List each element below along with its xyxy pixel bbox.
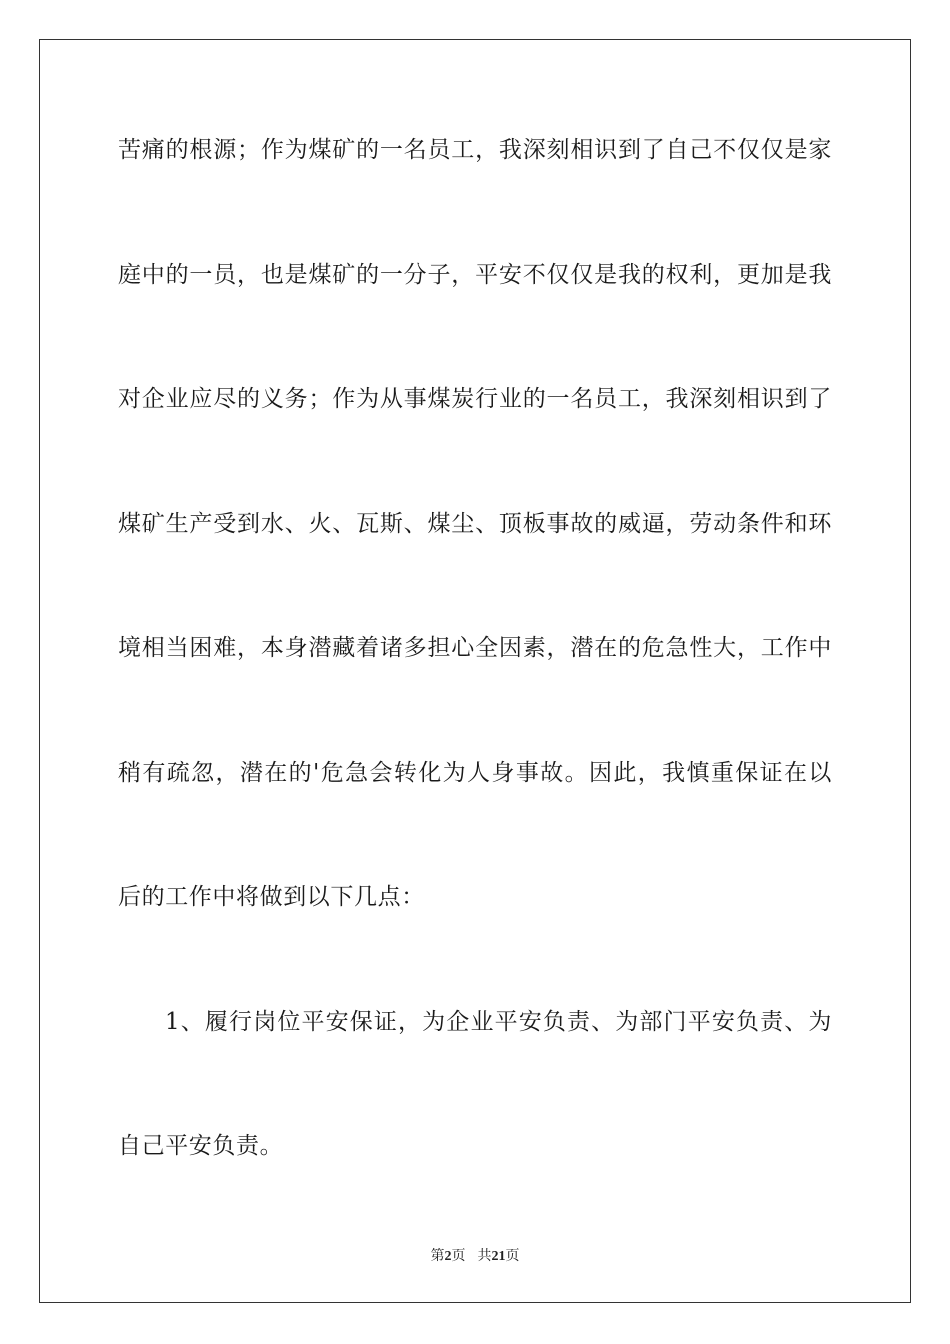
body-line-3: 对企业应尽的义务；作为从事煤炭行业的一名员工，我深刻相识到了 — [118, 386, 832, 412]
footer-total-pages: 21 — [491, 1249, 506, 1264]
footer-page-number: 2 — [444, 1249, 452, 1264]
footer-page-suffix: 页 — [451, 1248, 466, 1264]
page-border — [39, 39, 911, 1303]
list-item-1: 1、履行岗位平安保证，为企业平安负责、为部门平安负责、为 — [165, 1009, 832, 1035]
body-line-4: 煤矿生产受到水、火、瓦斯、煤尘、顶板事故的威逼，劳动条件和环 — [118, 511, 832, 537]
body-line-7: 后的工作中将做到以下几点： — [118, 884, 425, 910]
footer-page-prefix: 第 — [430, 1248, 445, 1264]
body-line-5: 境相当困难，本身潜藏着诸多担心全因素，潜在的危急性大，工作中 — [118, 635, 832, 661]
footer-total-prefix: 共 — [477, 1248, 492, 1264]
body-line-6: 稍有疏忽，潜在的'危急会转化为人身事故。因此，我慎重保证在以 — [118, 760, 832, 786]
page-footer — [0, 1247, 950, 1266]
body-line-2: 庭中的一员，也是煤矿的一分子，平安不仅仅是我的权利，更加是我 — [118, 262, 832, 288]
footer-total-suffix: 页 — [505, 1248, 520, 1264]
list-item-1-continuation: 自己平安负责。 — [118, 1133, 284, 1159]
body-line-1: 苦痛的根源；作为煤矿的一名员工，我深刻相识到了自己不仅仅是家 — [118, 137, 832, 163]
